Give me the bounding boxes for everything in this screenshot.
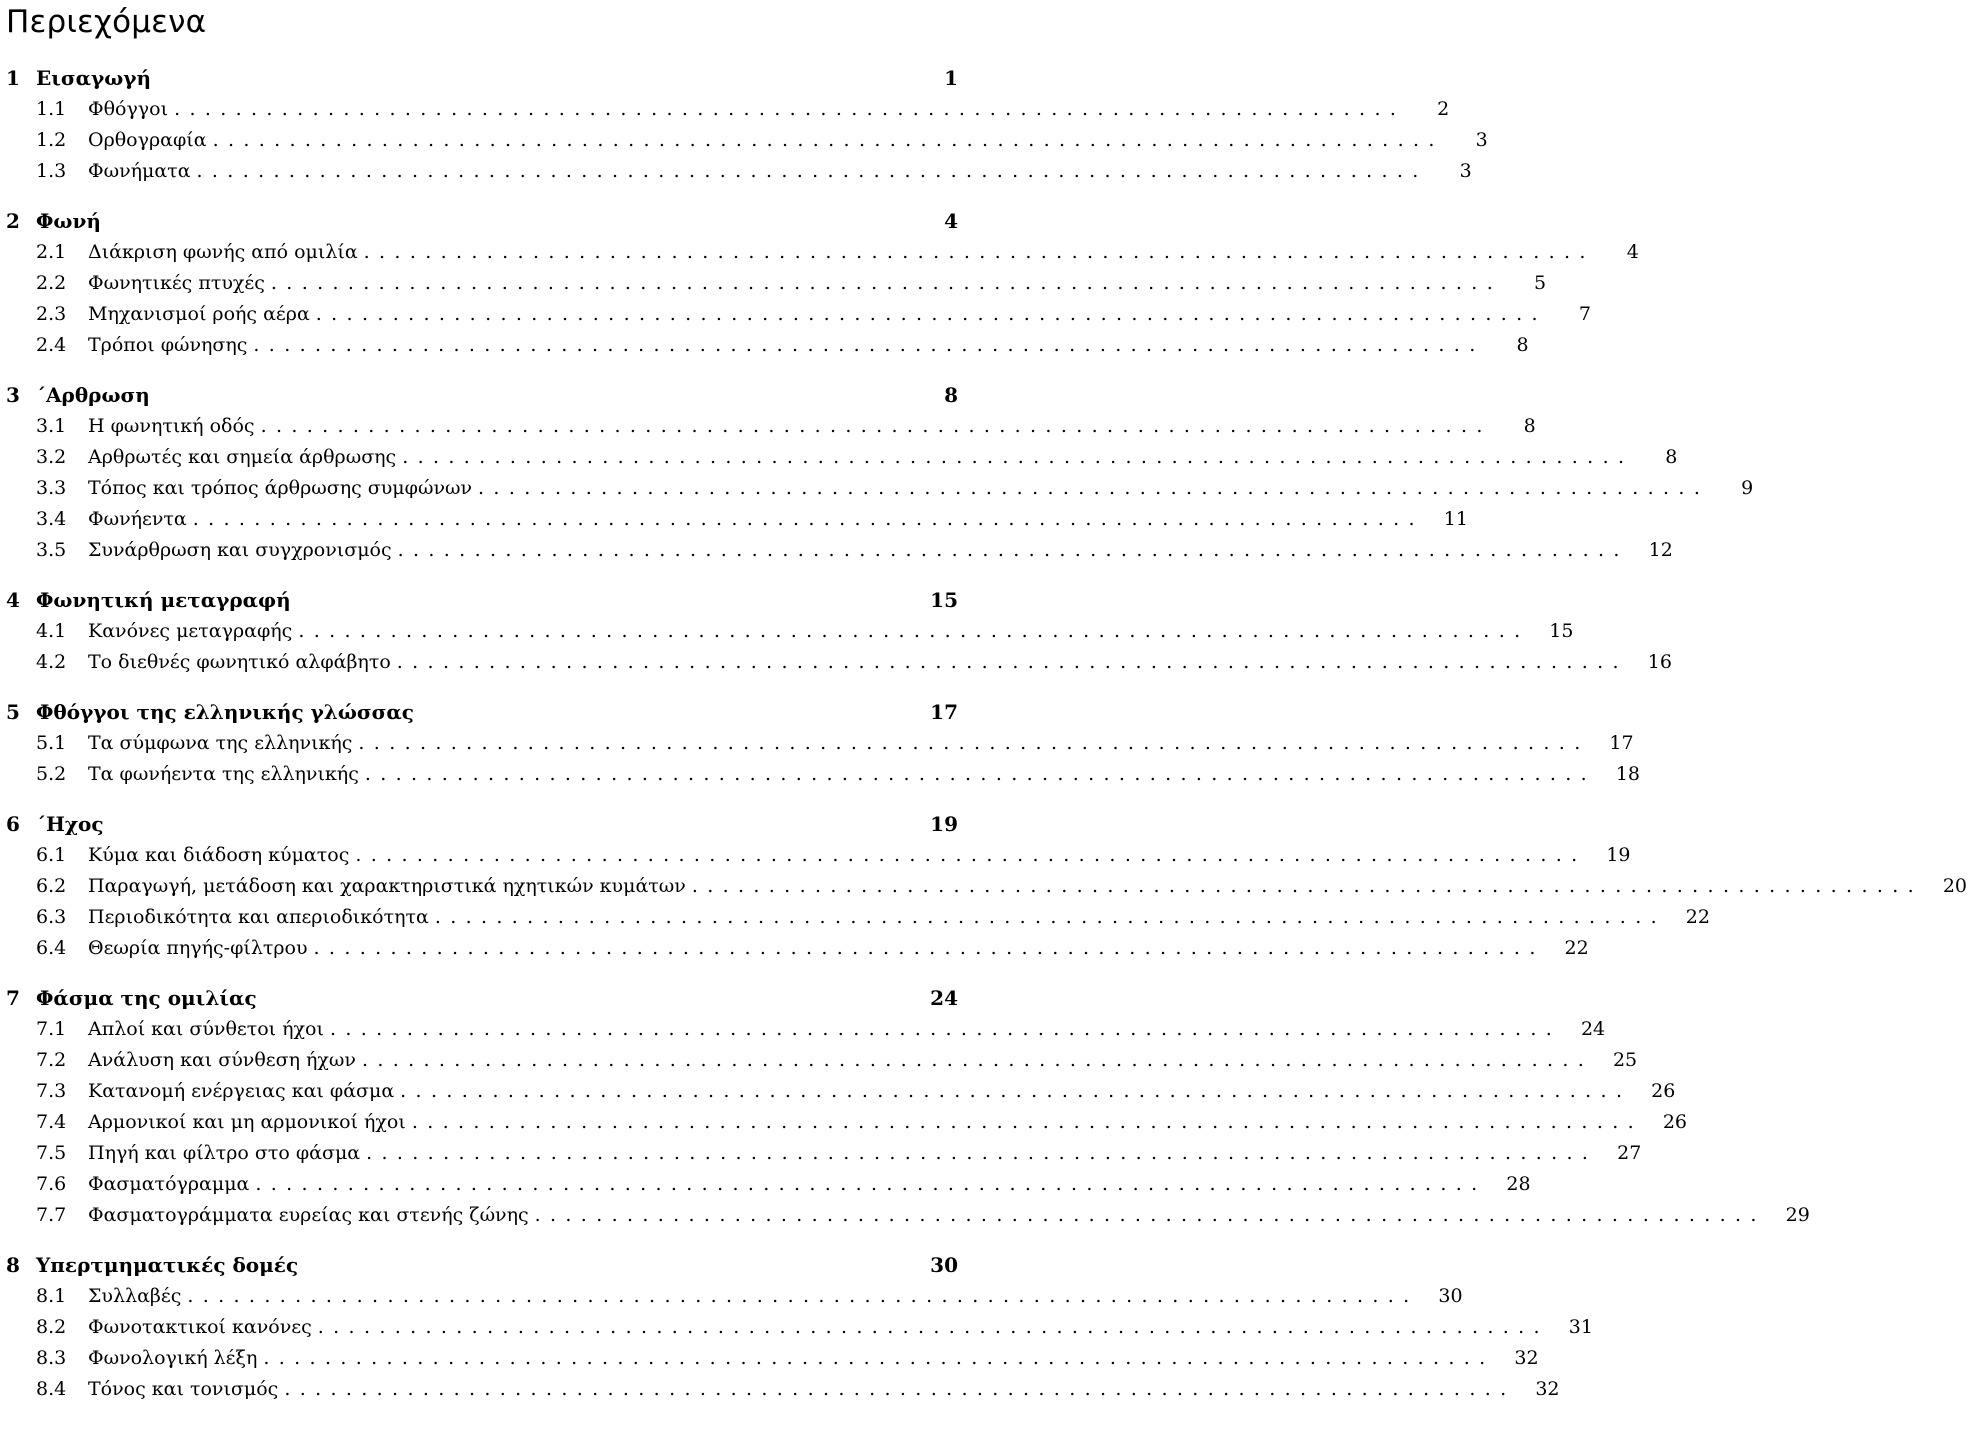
chapter-number: 1 <box>6 66 20 90</box>
chapter-block <box>6 205 1639 361</box>
section-number: 7.2 <box>36 1049 67 1071</box>
chapter-number: 8 <box>6 1253 20 1277</box>
section-title: Αρμονικοί και μη αρμονικοί ήχοι <box>88 1111 406 1133</box>
chapter-number: 4 <box>6 588 20 612</box>
chapter-entry[interactable] <box>6 1249 958 1281</box>
chapter-entry[interactable] <box>6 808 958 840</box>
section-page-number: 20 <box>1942 875 1967 897</box>
section-title: Κανόνες μεταγραφής <box>88 620 293 642</box>
section-entry[interactable] <box>6 759 1641 790</box>
dot-leader: ................................................................................ <box>212 129 1444 151</box>
section-number: 2.1 <box>36 241 67 263</box>
dot-leader: ................................................................................ <box>478 477 1710 499</box>
section-title: Φωνολογική λέξη <box>88 1347 258 1369</box>
dot-leader: ................................................................................ <box>402 446 1634 468</box>
dot-leader: ................................................................................ <box>298 620 1530 642</box>
section-page-number: 25 <box>1612 1049 1638 1071</box>
chapter-list <box>6 62 1967 1405</box>
dot-leader: ................................................................................ <box>397 539 1629 561</box>
section-title: Διάκριση φωνής από ομιλία <box>88 241 358 263</box>
section-number: 6.1 <box>36 844 67 866</box>
dot-leader: ................................................................................ <box>358 732 1590 754</box>
section-title: Τρόποι φώνησης <box>88 334 248 356</box>
section-number: 3.3 <box>36 477 67 499</box>
section-title: Πηγή και φίλτρο στο φάσμα <box>88 1142 361 1164</box>
section-number: 2.4 <box>36 334 67 356</box>
chapter-entry[interactable] <box>6 205 958 237</box>
chapter-block <box>6 584 1672 678</box>
section-title: Φθόγγοι <box>88 98 169 120</box>
section-page-number: 5 <box>1534 272 1547 294</box>
chapter-title: Εισαγωγή <box>36 66 152 90</box>
chapter-block <box>6 1249 1593 1405</box>
section-entry[interactable] <box>6 1138 1642 1169</box>
section-page-number: 29 <box>1785 1204 1810 1226</box>
section-page-number: 24 <box>1580 1018 1606 1040</box>
section-entry[interactable] <box>6 1312 1593 1343</box>
section-number: 3.2 <box>36 446 67 468</box>
section-number: 7.3 <box>36 1080 67 1102</box>
section-page-number: 27 <box>1617 1142 1642 1164</box>
chapter-block <box>6 696 1641 790</box>
section-title: Τόνος και τονισμός <box>88 1378 279 1400</box>
page-title: Περιεχόμενα <box>6 4 207 40</box>
section-number: 3.1 <box>36 415 67 437</box>
dot-leader: ................................................................................ <box>284 1378 1516 1400</box>
section-entry[interactable] <box>6 933 1589 964</box>
dot-leader: ................................................................................ <box>400 1080 1632 1102</box>
section-entry[interactable] <box>6 535 1673 566</box>
section-number: 2.3 <box>36 303 67 325</box>
section-title: Παραγωγή, μετάδοση και χαρακτηριστικά ηχητικών κυμάτων <box>88 875 686 897</box>
section-entry[interactable] <box>6 473 1754 504</box>
chapter-number: 3 <box>6 383 20 407</box>
section-number: 6.2 <box>36 875 67 897</box>
section-number: 5.1 <box>36 732 67 754</box>
dot-leader: ................................................................................ <box>192 508 1424 530</box>
dot-leader: ................................................................................ <box>253 334 1485 356</box>
section-number: 7.6 <box>36 1173 67 1195</box>
chapter-entry[interactable] <box>6 62 958 94</box>
chapter-entry[interactable] <box>6 982 958 1014</box>
section-title: Τα φωνήεντα της ελληνικής <box>88 763 359 785</box>
section-number: 4.1 <box>36 620 67 642</box>
section-title: Θεωρία πηγής-φίλτρου <box>88 937 308 959</box>
section-page-number: 8 <box>1516 334 1529 356</box>
section-page-number: 22 <box>1564 937 1589 959</box>
section-title: Φωνητικές πτυχές <box>88 272 265 294</box>
dot-leader: ................................................................................ <box>396 651 1628 673</box>
section-entry[interactable] <box>6 1374 1560 1405</box>
section-number: 3.5 <box>36 539 67 561</box>
section-entry[interactable] <box>6 330 1529 361</box>
chapter-block <box>6 808 1967 964</box>
chapter-entry[interactable] <box>6 584 958 616</box>
section-page-number: 3 <box>1459 160 1472 182</box>
section-page-number: 3 <box>1475 129 1488 151</box>
chapter-page-number: 1 <box>944 66 958 90</box>
chapter-number: 2 <box>6 209 20 233</box>
section-title: Συνάρθρωση και συγχρονισμός <box>88 539 392 561</box>
dot-leader: ................................................................................ <box>691 875 1924 897</box>
chapter-entry[interactable] <box>6 696 958 728</box>
section-entry[interactable] <box>6 1076 1676 1107</box>
chapter-title: Φάσμα της ομιλίας <box>36 986 257 1010</box>
section-title: Κατανομή ενέργειας και φάσμα <box>88 1080 395 1102</box>
section-entry[interactable] <box>6 94 1450 125</box>
dot-leader: ................................................................................ <box>329 1018 1562 1040</box>
chapter-number: 6 <box>6 812 20 836</box>
section-page-number: 32 <box>1535 1378 1560 1400</box>
section-title: Τα σύμφωνα της ελληνικής <box>88 732 353 754</box>
chapter-page-number: 15 <box>930 588 958 612</box>
section-page-number: 8 <box>1665 446 1678 468</box>
section-title: Ορθογραφία <box>88 129 207 151</box>
section-title: Φωνήματα <box>88 160 191 182</box>
section-title: Συλλαβές <box>88 1285 182 1307</box>
section-entry[interactable] <box>6 125 1488 156</box>
section-entry[interactable] <box>6 411 1536 442</box>
chapter-page-number: 24 <box>930 986 958 1010</box>
section-title: Τόπος και τρόπος άρθρωσης συμφώνων <box>88 477 473 499</box>
section-entry[interactable] <box>6 1343 1539 1374</box>
section-title: Η φωνητική οδός <box>88 415 255 437</box>
section-page-number: 7 <box>1578 303 1591 325</box>
chapter-number: 5 <box>6 700 20 724</box>
chapter-title: ΄Αρθρωση <box>36 383 150 407</box>
section-number: 5.2 <box>36 763 67 785</box>
section-number: 1.2 <box>36 129 67 151</box>
section-page-number: 30 <box>1438 1285 1463 1307</box>
section-page-number: 32 <box>1514 1347 1539 1369</box>
section-page-number: 22 <box>1685 906 1710 928</box>
section-title: Φασματογράμματα ευρείας και στενής ζώνης <box>88 1204 529 1226</box>
section-number: 8.1 <box>36 1285 67 1307</box>
section-number: 7.7 <box>36 1204 67 1226</box>
chapter-title: ΄Ηχος <box>36 812 104 836</box>
section-number: 4.2 <box>36 651 67 673</box>
chapter-number: 7 <box>6 986 20 1010</box>
section-entry[interactable] <box>6 299 1591 330</box>
section-entry[interactable] <box>6 504 1468 535</box>
section-number: 7.5 <box>36 1142 67 1164</box>
section-entry[interactable] <box>6 728 1634 759</box>
section-title: Αρθρωτές και σημεία άρθρωσης <box>88 446 397 468</box>
section-number: 3.4 <box>36 508 67 530</box>
section-page-number: 26 <box>1651 1080 1676 1102</box>
dot-leader: ................................................................................ <box>255 1173 1487 1195</box>
section-number: 8.3 <box>36 1347 67 1369</box>
dot-leader: ................................................................................ <box>263 1347 1495 1369</box>
chapter-title: Φωνητική μεταγραφή <box>36 588 291 612</box>
section-number: 7.1 <box>36 1018 67 1040</box>
section-page-number: 28 <box>1506 1173 1531 1195</box>
section-entry[interactable] <box>6 1014 1606 1045</box>
section-number: 6.3 <box>36 906 67 928</box>
section-entry[interactable] <box>6 902 1710 933</box>
chapter-page-number: 8 <box>944 383 958 407</box>
section-number: 7.4 <box>36 1111 67 1133</box>
section-title: Μηχανισμοί ροής αέρα <box>88 303 310 325</box>
section-number: 1.1 <box>36 98 67 120</box>
section-entry[interactable] <box>6 442 1678 473</box>
chapter-title: Φθόγγοι της ελληνικής γλώσσας <box>36 700 414 724</box>
section-page-number: 15 <box>1549 620 1574 642</box>
section-entry[interactable] <box>6 156 1472 187</box>
section-title: Κύμα και διάδοση κύματος <box>88 844 350 866</box>
section-title: Φωνοτακτικοί κανόνες <box>88 1316 312 1338</box>
dot-leader: ................................................................................ <box>366 1142 1598 1164</box>
section-number: 8.4 <box>36 1378 67 1400</box>
chapter-page-number: 19 <box>930 812 958 836</box>
dot-leader: ................................................................................ <box>361 1049 1594 1071</box>
dot-leader: ................................................................................ <box>270 272 1503 294</box>
chapter-title: Υπερτμηματικές δομές <box>36 1253 299 1277</box>
section-entry[interactable] <box>6 616 1574 647</box>
dot-leader: ................................................................................ <box>363 241 1595 263</box>
section-title: Το διεθνές φωνητικό αλφάβητο <box>88 651 391 673</box>
section-number: 8.2 <box>36 1316 67 1338</box>
dot-leader: ................................................................................ <box>174 98 1406 120</box>
dot-leader: ................................................................................ <box>364 763 1597 785</box>
section-entry[interactable] <box>6 1200 1810 1231</box>
section-entry[interactable] <box>6 1281 1463 1312</box>
section-page-number: 26 <box>1662 1111 1687 1133</box>
section-entry[interactable] <box>6 871 1967 902</box>
dot-leader: ................................................................................ <box>355 844 1587 866</box>
section-title: Ανάλυση και σύνθεση ήχων <box>88 1049 356 1071</box>
dot-leader: ................................................................................ <box>187 1285 1419 1307</box>
section-page-number: 2 <box>1437 98 1450 120</box>
section-entry[interactable] <box>6 1107 1687 1138</box>
dot-leader: ................................................................................ <box>411 1111 1643 1133</box>
section-page-number: 17 <box>1609 732 1634 754</box>
section-entry[interactable] <box>6 268 1547 299</box>
chapter-block <box>6 62 1488 187</box>
dot-leader: ................................................................................ <box>534 1204 1766 1226</box>
dot-leader: ................................................................................ <box>317 1316 1549 1338</box>
chapter-page-number: 4 <box>944 209 958 233</box>
table-of-contents <box>6 0 1967 1405</box>
section-page-number: 19 <box>1606 844 1631 866</box>
section-page-number: 16 <box>1647 651 1672 673</box>
section-page-number: 18 <box>1615 763 1641 785</box>
section-page-number: 9 <box>1741 477 1754 499</box>
dot-leader: ................................................................................ <box>196 160 1428 182</box>
section-page-number: 8 <box>1523 415 1536 437</box>
section-entry[interactable] <box>6 237 1639 268</box>
chapter-title: Φωνή <box>36 209 101 233</box>
section-title: Απλοί και σύνθετοι ήχοι <box>88 1018 324 1040</box>
section-number: 6.4 <box>36 937 67 959</box>
dot-leader: ................................................................................ <box>313 937 1545 959</box>
section-page-number: 31 <box>1568 1316 1593 1338</box>
section-entry[interactable] <box>6 1045 1638 1076</box>
chapter-block <box>6 982 1810 1231</box>
section-number: 2.2 <box>36 272 67 294</box>
section-title: Περιοδικότητα και απεριοδικότητα <box>88 906 429 928</box>
chapter-entry[interactable] <box>6 379 958 411</box>
section-title: Φασματόγραμμα <box>88 1173 250 1195</box>
section-entry[interactable] <box>6 647 1672 678</box>
section-number: 1.3 <box>36 160 67 182</box>
section-entry[interactable] <box>6 840 1631 871</box>
section-page-number: 12 <box>1648 539 1673 561</box>
chapter-page-number: 17 <box>930 700 958 724</box>
section-page-number: 11 <box>1443 508 1468 530</box>
dot-leader: ................................................................................ <box>260 415 1492 437</box>
dot-leader: ................................................................................ <box>315 303 1547 325</box>
section-entry[interactable] <box>6 1169 1531 1200</box>
chapter-block <box>6 379 1754 566</box>
chapter-page-number: 30 <box>930 1253 958 1277</box>
dot-leader: ................................................................................ <box>434 906 1666 928</box>
section-page-number: 4 <box>1626 241 1639 263</box>
section-title: Φωνήεντα <box>88 508 187 530</box>
